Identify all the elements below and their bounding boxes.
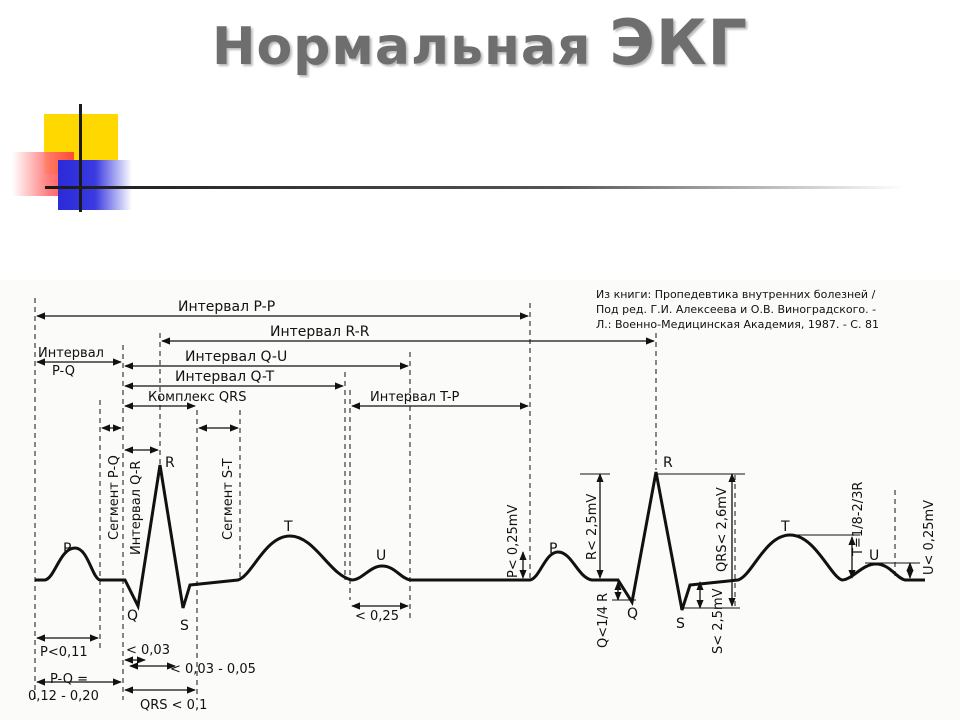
wave-t-left: T	[284, 519, 293, 535]
measure-p-duration: P<0,11	[40, 645, 88, 660]
measure-t-amplitude: T=1/8-2/3R	[851, 481, 866, 556]
citation-line-2: Под ред. Г.И. Алексеева и О.В. Виноградского. -	[596, 303, 877, 316]
measure-qrs-amplitude: QRS< 2,6mV	[715, 487, 730, 572]
wave-u-left: U	[376, 548, 387, 564]
measure-r-amplitude: R< 2,5mV	[585, 493, 600, 560]
citation-line-1: Из книги: Пропедевтика внутренних болезней /	[596, 288, 876, 301]
label-interval-pq-bottom: P-Q	[52, 364, 75, 379]
wave-r-left: R	[165, 455, 175, 471]
wave-s-right: S	[676, 616, 685, 632]
label-interval-qt: Интервал Q-T	[175, 369, 275, 385]
measure-qrs-duration: QRS < 0,1	[140, 698, 208, 713]
label-interval-qu: Интервал Q-U	[185, 349, 288, 365]
ecg-trace	[35, 465, 925, 610]
measure-s-amplitude: S< 2,5mV	[711, 588, 726, 654]
label-qrs-complex: Комплекс QRS	[148, 390, 247, 405]
label-interval-qr: Интервал Q-R	[129, 460, 144, 555]
wave-q-right: Q	[627, 606, 639, 622]
measure-u-amplitude: U< 0,25mV	[922, 499, 937, 575]
label-interval-pp: Интервал P-P	[178, 299, 276, 315]
measure-q-amplitude: Q<1/4 R	[596, 592, 611, 648]
label-segment-st: Сегмент S-T	[221, 458, 236, 540]
wave-u-right: U	[869, 548, 880, 564]
wave-p-left: P	[63, 541, 72, 557]
measure-p-amplitude: P< 0,25mV	[506, 504, 521, 578]
label-interval-pq-top: Интервал	[38, 346, 104, 361]
citation-line-3: Л.: Военно-Медицинская Академия, 1987. - С. 81	[596, 318, 879, 331]
label-interval-rr: Интервал R-R	[270, 324, 370, 340]
measure-q-duration: < 0,03	[126, 643, 170, 658]
amplitude-ticks	[580, 474, 920, 608]
wave-s-left: S	[180, 618, 189, 634]
wave-q-left: Q	[127, 608, 139, 624]
label-segment-pq: Сегмент P-Q	[107, 455, 122, 540]
wave-p-right: P	[549, 541, 558, 557]
measure-u-duration: < 0,25	[355, 609, 399, 624]
wave-r-right: R	[663, 455, 673, 471]
label-interval-tp: Интервал T-P	[370, 390, 460, 405]
measure-qr-duration: < 0,03 - 0,05	[170, 662, 256, 677]
measure-pq-value: 0,12 - 0,20	[28, 689, 99, 704]
measure-pq-label: P-Q =	[50, 672, 88, 687]
title-part-1: Нормальная	[211, 17, 592, 77]
interval-arrows	[37, 316, 910, 690]
wave-t-right: T	[781, 519, 790, 535]
title-part-2: ЭКГ	[609, 6, 749, 79]
